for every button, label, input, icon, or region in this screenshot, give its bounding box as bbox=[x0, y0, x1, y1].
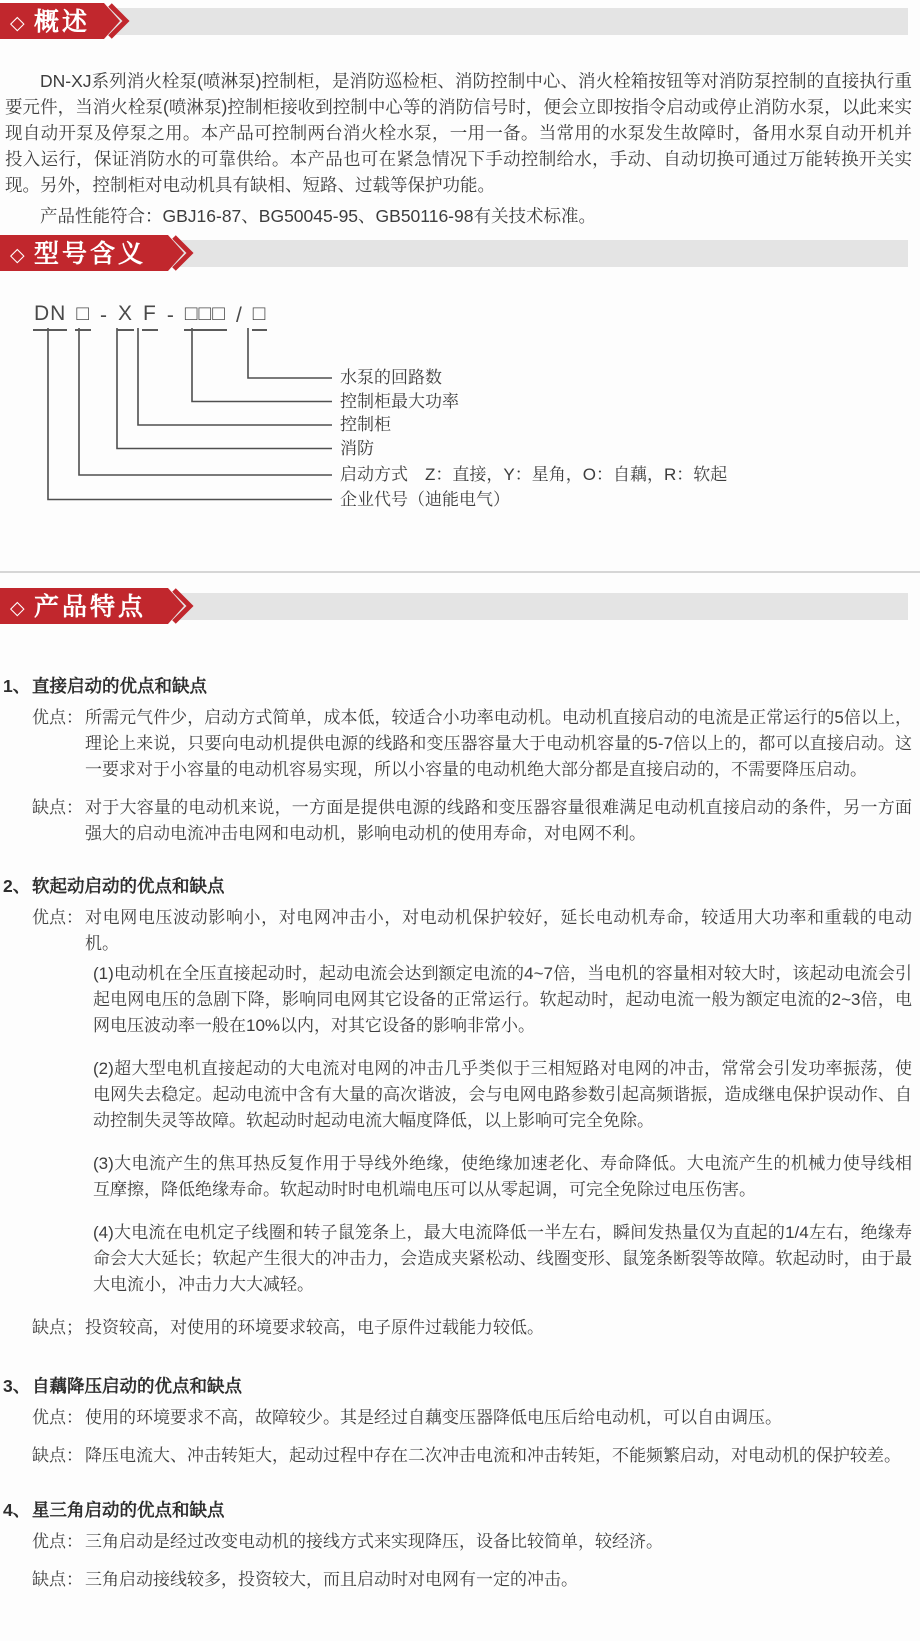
feature-title: 自藕降压启动的优点和缺点 bbox=[32, 1376, 242, 1396]
sub-paragraph-1: (1)电动机在全压直接起动时，起动电流会达到额定电流的4~7倍，当电机的容量相对较大时，该起动电流会引起电网电压的急剧下降，影响同电网其它设备的正常运行。软起动时，起动电流一般为额定电流的2~3倍，电网电压波动率一般在10%以内，对其它设备的影响非常小。 bbox=[93, 964, 912, 1035]
section-divider bbox=[0, 571, 920, 573]
model-label-control-cabinet: 控制柜 bbox=[340, 415, 391, 434]
features-banner-flag bbox=[0, 588, 210, 624]
feature-item-soft-start bbox=[0, 875, 912, 1341]
disadvantage-label: 缺点： bbox=[32, 1446, 83, 1465]
model-label-start-mode: 启动方式 Z：直接，Y：星角，O：自藕，R：软起 bbox=[340, 465, 728, 484]
model-banner bbox=[0, 232, 920, 272]
model-code-separator: - bbox=[166, 304, 175, 327]
model-label-fire: 消防 bbox=[340, 439, 374, 458]
model-code bbox=[33, 302, 267, 331]
advantage-text: 使用的环境要求不高，故障较少。其是经过自藕变压器降低电压后给电动机，可以自由调压。 bbox=[85, 1408, 782, 1427]
model-code-segment: □ bbox=[75, 302, 91, 331]
disadvantage-block bbox=[32, 795, 912, 847]
advantage-text: 三角启动是经过改变电动机的接线方式来实现降压，设备比较简单，较经济。 bbox=[85, 1532, 663, 1551]
overview-banner bbox=[0, 0, 920, 40]
disadvantage-label: 缺点； bbox=[32, 1318, 83, 1337]
disadvantage-block bbox=[32, 1443, 912, 1469]
disadvantage-text: 降压电流大、冲击转矩大，起动过程中存在二次冲击电流和冲击转矩，不能频繁启动，对电动机的保护较差。 bbox=[85, 1446, 901, 1465]
banner-gray-bar bbox=[16, 8, 908, 35]
model-code-segment: F bbox=[142, 302, 158, 331]
advantage-block bbox=[32, 1405, 912, 1431]
advantage-block bbox=[32, 705, 912, 783]
feature-blocks bbox=[0, 705, 912, 847]
overview-paragraph: DN-XJ系列消火栓泵(喷淋泵)控制柜，是消防巡检柜、消防控制中心、消火栓箱按钮等对消防泵控制的直接执行重要元件，当消火栓泵(喷淋泵)控制柜接收到控制中心等的消防信号时，便会立即按指令启动或停止消防水泵，以此来实现自动开泵及停泵之用。本产品可控制两台消火栓水泵，一用一备。当常用的水泵发生故障时，备用水泵自动开机并投入运行，保证消防水的可靠供给。本产品也可在紧急情况下手动控制给水，手动、自动切换可通过万能转换开关实现。另外，控制柜对电动机具有缺相、短路、过载等保护功能。 bbox=[5, 71, 912, 195]
disadvantage-text: 对于大容量的电动机来说，一方面是提供电源的线路和变压器容量很难满足电动机直接启动的条件，另一方面强大的启动电流冲击电网和电动机，影响电动机的使用寿命，对电网不利。 bbox=[85, 798, 912, 843]
model-code-segment: □□□ bbox=[184, 302, 227, 331]
feature-blocks bbox=[0, 1405, 912, 1469]
feature-item-star-delta-start bbox=[0, 1499, 912, 1593]
features-banner bbox=[0, 585, 920, 625]
diamond-icon: ◇ bbox=[10, 598, 25, 619]
model-label-max-power: 控制柜最大功率 bbox=[340, 392, 459, 411]
feature-heading bbox=[3, 1499, 912, 1521]
sub-paragraph-4: (4)大电流在电机定子线圈和转子鼠笼条上，最大电流降低一半左右，瞬间发热量仅为直起的1/4左右，绝缘寿命会大大延长；软起产生很大的冲击力，会造成夹紧松动、线圈变形、鼠笼条断裂等故障。软起动时，由于最大电流小，冲击力大大减轻。 bbox=[93, 1223, 912, 1294]
model-label-company-code: 企业代号（迪能电气） bbox=[340, 490, 510, 509]
sub-paragraph-3: (3)大电流产生的焦耳热反复作用于导线外绝缘，使绝缘加速老化、寿命降低。大电流产生的机械力使导线相互摩擦，降低绝缘寿命。软起动时时电机端电压可以从零起调，可完全免除过电压伤害。 bbox=[93, 1154, 912, 1199]
feature-item-autotransformer-start bbox=[0, 1375, 912, 1469]
feature-number: 3、 bbox=[3, 1376, 31, 1396]
model-label-pump-circuits: 水泵的回路数 bbox=[340, 368, 442, 387]
diamond-icon: ◇ bbox=[10, 245, 25, 266]
model-code-separator: / bbox=[235, 304, 243, 327]
advantage-label: 优点： bbox=[32, 1408, 83, 1427]
model-code-segment: □ bbox=[252, 302, 268, 331]
feature-number: 1、 bbox=[3, 676, 31, 696]
feature-blocks bbox=[0, 1529, 912, 1593]
feature-heading bbox=[3, 1375, 912, 1397]
advantage-text: 所需元气件少，启动方式简单，成本低，较适合小功率电动机。电动机直接启动的电流是正常运行的5倍以上，理论上来说，只要向电动机提供电源的线路和变压器容量大于电动机容量的5-7倍以上的，都可以直接启动。这一要求对于小容量的电动机容易实现，所以小容量的电动机绝大部分都是直接启动的，不需要降压启动。 bbox=[85, 708, 912, 779]
model-banner-title: 型号含义 bbox=[34, 240, 147, 268]
model-code-separator: - bbox=[100, 304, 109, 327]
feature-title: 软起动启动的优点和缺点 bbox=[32, 876, 225, 896]
disadvantage-text: 三角启动接线较多，投资较大，而且启动时对电网有一定的冲击。 bbox=[85, 1570, 578, 1589]
advantage-text: 对电网电压波动影响小，对电网冲击小，对电动机保护较好，延长电动机寿命，较适用大功率和重载的电动机。 bbox=[85, 908, 912, 953]
sub-paragraph-2: (2)超大型电机直接起动的大电流对电网的冲击几乎类似于三相短路对电网的冲击，常常会引发功率振荡，使电网失去稳定。起动电流中含有大量的高次谐波，会与电网电路参数引起高频谐振，造成继电保护误动作、自动控制失灵等故障。软起动时起动电流大幅度降低，以上影响可完全免除。 bbox=[93, 1059, 912, 1130]
feature-heading bbox=[3, 875, 912, 897]
advantage-label: 优点： bbox=[32, 708, 83, 727]
advantage-label: 优点： bbox=[32, 908, 83, 927]
disadvantage-label: 缺点： bbox=[32, 1570, 83, 1589]
feature-item-direct-start bbox=[0, 675, 912, 847]
overview-banner-title: 概述 bbox=[34, 8, 91, 36]
model-code-segment: X bbox=[117, 302, 134, 331]
disadvantage-block bbox=[32, 1567, 912, 1593]
feature-blocks bbox=[0, 905, 912, 1341]
diamond-icon: ◇ bbox=[10, 13, 25, 34]
overview-banner-flag bbox=[0, 3, 145, 39]
feature-number: 2、 bbox=[3, 876, 31, 896]
features-banner-title: 产品特点 bbox=[34, 593, 147, 621]
advantage-label: 优点： bbox=[32, 1532, 83, 1551]
advantage-block bbox=[32, 905, 912, 957]
feature-title: 星三角启动的优点和缺点 bbox=[32, 1500, 225, 1520]
feature-title: 直接启动的优点和缺点 bbox=[32, 676, 207, 696]
model-code-segment: DN bbox=[33, 302, 67, 331]
advantage-block bbox=[32, 1529, 912, 1555]
feature-heading bbox=[3, 675, 912, 697]
disadvantage-text: 投资较高，对使用的环境要求较高，电子原件过载能力较低。 bbox=[85, 1318, 544, 1337]
features-section bbox=[0, 675, 920, 1593]
model-meaning-diagram bbox=[0, 272, 920, 571]
model-banner-flag bbox=[0, 235, 210, 271]
disadvantage-block bbox=[32, 1315, 912, 1341]
disadvantage-label: 缺点： bbox=[32, 798, 83, 817]
standards-paragraph: 产品性能符合：GBJ16-87、BG50045-95、GB50116-98有关技术标准。 bbox=[40, 206, 596, 226]
feature-number: 4、 bbox=[3, 1500, 31, 1520]
